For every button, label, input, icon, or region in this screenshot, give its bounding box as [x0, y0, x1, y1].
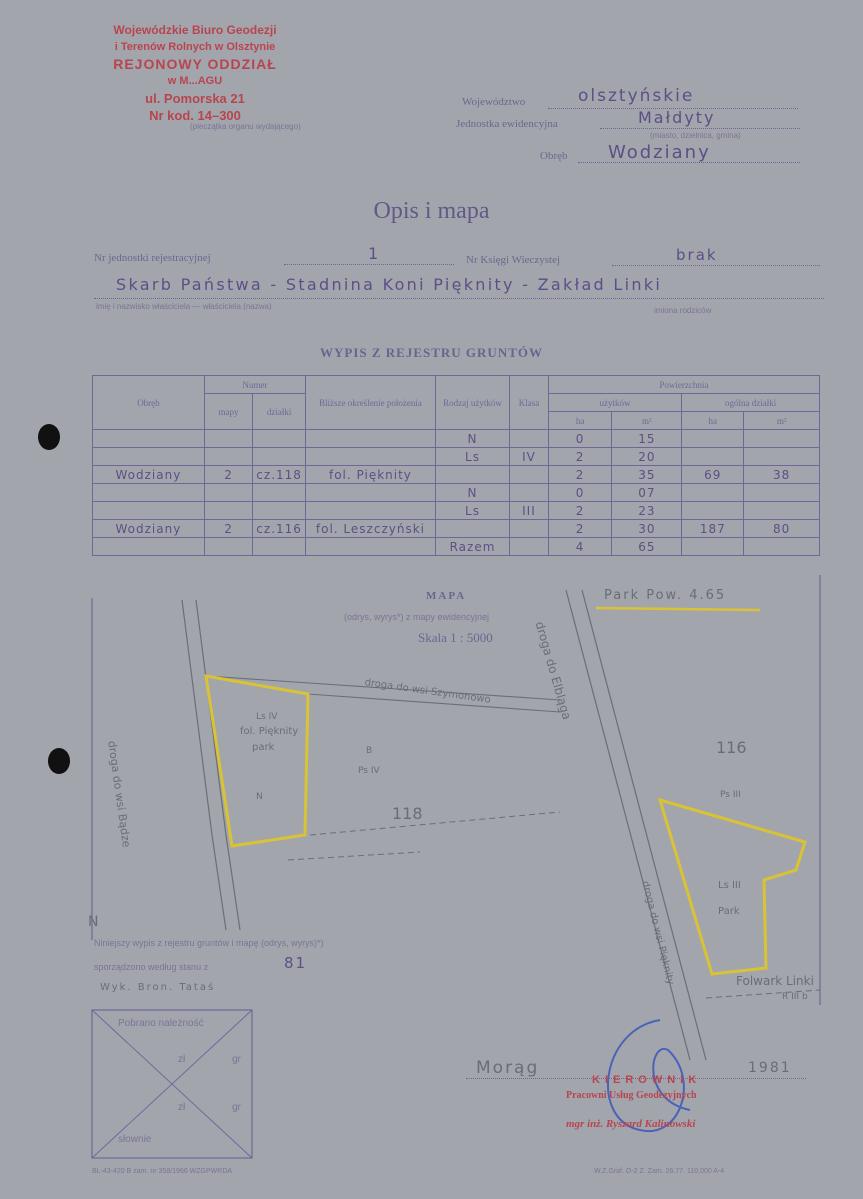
header-mapy: mapy — [204, 394, 252, 430]
north-arrow: N — [88, 914, 99, 930]
boundary-line — [288, 852, 420, 860]
header-rodzaj: Rodzaj użytków — [435, 376, 509, 430]
pracownia-label: Pracowni Usług Geodezyjnych — [566, 1090, 697, 1101]
table-cell: Razem — [435, 538, 509, 556]
footer-executor: Wyk. Bron. Tataś — [100, 982, 216, 993]
registration-number-value: 1 — [368, 244, 381, 263]
fee-gr: gr — [232, 1054, 241, 1065]
footer-place: Morąg — [476, 1058, 540, 1078]
parcel-left-name: fol. Pięknity — [240, 726, 299, 737]
footer-year: 81 — [284, 954, 308, 972]
parcel-right-ps: Ps III — [720, 790, 741, 800]
imprint-left: BL-43-420 B zam. nr 358/1966 WZGPWRDA — [92, 1168, 233, 1175]
boundary-line — [310, 812, 560, 835]
header-blizsze: Bliższe określenie położenia — [306, 376, 436, 430]
map-title: MAPA — [426, 590, 467, 602]
map-scale: Skala 1 : 5000 — [418, 630, 493, 645]
header-powierzchnia: Powierzchnia — [548, 376, 819, 394]
stamp-line: REJONOWY ODDZIAŁ — [113, 56, 277, 72]
table-cell: 15 — [612, 430, 682, 448]
table-cell: 07 — [612, 484, 682, 502]
signer-label: mgr inż. Ryszard Kalinowski — [566, 1118, 696, 1130]
park-note: Park Pow. 4.65 — [604, 588, 727, 603]
table-cell: III — [510, 502, 549, 520]
voivodeship-value: olsztyńskie — [578, 86, 695, 106]
owner-caption-left: imię i nazwisko właściciela — właściciela (nazwa) — [96, 302, 272, 311]
table-cell: 187 — [682, 520, 744, 538]
stamp-line: ul. Pomorska 21 — [145, 91, 245, 106]
table-cell: 2 — [548, 466, 612, 484]
plot-118-label: 118 — [392, 804, 423, 823]
table-cell: IV — [510, 448, 549, 466]
table-cell: 0 — [548, 430, 612, 448]
table-cell: fol. Leszczyński — [306, 520, 436, 538]
table-cell: N — [435, 484, 509, 502]
parcel-right-park: Park — [718, 906, 740, 917]
unit-label: Jednostka ewidencyjna — [456, 118, 558, 130]
document-title: Opis i mapa — [373, 198, 490, 224]
parcel-left-ps: Ps IV — [358, 766, 380, 776]
table-cell: 2 — [204, 466, 252, 484]
header-ha: ha — [548, 412, 612, 430]
table-cell: 65 — [612, 538, 682, 556]
parcel-left-ls: Ls IV — [256, 712, 278, 722]
table-cell: Ls — [435, 448, 509, 466]
folwark-sub: R III b — [782, 992, 808, 1002]
fee-zl: zł — [178, 1102, 186, 1113]
parcel-left-b: B — [366, 746, 373, 756]
stamp-line: w M...AGU — [167, 75, 223, 87]
table-cell: 30 — [612, 520, 682, 538]
register-title: WYPIS Z REJESTRU GRUNTÓW — [319, 345, 543, 360]
parcel-left-park: park — [252, 742, 275, 753]
table-cell: 2 — [204, 520, 252, 538]
imprint-right: W.Z.Graf. O-2 Z. Zam. 26.77. 110.000 A-4 — [594, 1168, 725, 1175]
unit-caption: (miasto, dzielnica, gmina) — [650, 131, 741, 140]
registration-number-label: Nr jednostki rejestracyjnej — [94, 252, 211, 264]
header-uzytkow: użytków — [548, 394, 681, 412]
land-register-value: brak — [676, 246, 718, 264]
table-cell: N — [435, 430, 509, 448]
table-cell: fol. Pięknity — [306, 466, 436, 484]
table-cell: 35 — [612, 466, 682, 484]
footer-date-year: 1981 — [748, 1060, 792, 1076]
precinct-value: Wodziany — [608, 142, 711, 163]
header-ha: ha — [682, 412, 744, 430]
folwark-label: Folwark Linki — [736, 974, 814, 988]
table-cell: 20 — [612, 448, 682, 466]
header-numer: Numer — [204, 376, 305, 394]
footer-statement2: sporządzono według stanu z — [94, 962, 209, 972]
table-cell: 38 — [744, 466, 820, 484]
table-cell: 80 — [744, 520, 820, 538]
header-m2: m² — [612, 412, 682, 430]
parcel-right-ls: Ls III — [718, 880, 741, 891]
plot-116-label: 116 — [716, 738, 747, 757]
table-cell: cz.116 — [253, 520, 306, 538]
table-cell: Ls — [435, 502, 509, 520]
voivodeship-label: Województwo — [462, 96, 526, 108]
owner-value: Skarb Państwa - Stadnina Koni Pięknity - Zakład Linki — [116, 275, 663, 294]
road-right-label: droga do Elbląga — [532, 620, 574, 722]
parcel-left-n: N — [256, 792, 263, 802]
fee-gr: gr — [232, 1102, 241, 1113]
footer-statement: Niniejszy wypis z rejestru gruntów i mapę (odrys, wyrys)*) — [94, 938, 324, 948]
fee-title: Pobrano należność — [118, 1018, 204, 1029]
header-dzialki: działki — [253, 394, 306, 430]
header-obreb: Obręb — [93, 376, 205, 430]
header-ogolna: ogólna działki — [682, 394, 820, 412]
kierownik-label: KIEROWNIK — [592, 1074, 702, 1086]
header-klasa: Klasa — [510, 376, 549, 430]
table-cell: cz.118 — [253, 466, 306, 484]
table-cell: 2 — [548, 448, 612, 466]
table-cell: 2 — [548, 502, 612, 520]
road-left-label: droga do wsi Bądze — [105, 740, 133, 849]
table-cell: 23 — [612, 502, 682, 520]
table-cell: 2 — [548, 520, 612, 538]
park-underline — [596, 608, 760, 610]
stamp-line: Wojewódzkie Biuro Geodezji — [113, 23, 277, 37]
road-bottom-label: droga do wsi Pięknity — [639, 880, 676, 986]
unit-value: Małdyty — [638, 108, 716, 127]
stamp-caption: (pieczątka organu wydającego) — [190, 122, 301, 131]
stamp-line: i Terenów Rolnych w Olsztynie — [114, 41, 276, 53]
precinct-label: Obręb — [540, 150, 568, 162]
table-cell: Wodziany — [93, 520, 205, 538]
road-top-label: droga do wsi Szymonowo — [363, 677, 492, 706]
table-cell: 0 — [548, 484, 612, 502]
fee-zl: zł — [178, 1054, 186, 1065]
land-register-label: Nr Księgi Wieczystej — [466, 254, 561, 266]
table-cell: Wodziany — [93, 466, 205, 484]
parcel-left-outline — [206, 676, 308, 846]
table-cell: 69 — [682, 466, 744, 484]
header-m2: m² — [744, 412, 820, 430]
table-cell: 4 — [548, 538, 612, 556]
stamp-line: Nr kod. 14–300 — [149, 108, 241, 123]
fee-words: słownie — [118, 1134, 152, 1145]
map-caption: (odrys, wyrys*) z mapy ewidencyjnej — [344, 612, 490, 622]
owner-caption-right: imiona rodziców — [654, 306, 712, 315]
